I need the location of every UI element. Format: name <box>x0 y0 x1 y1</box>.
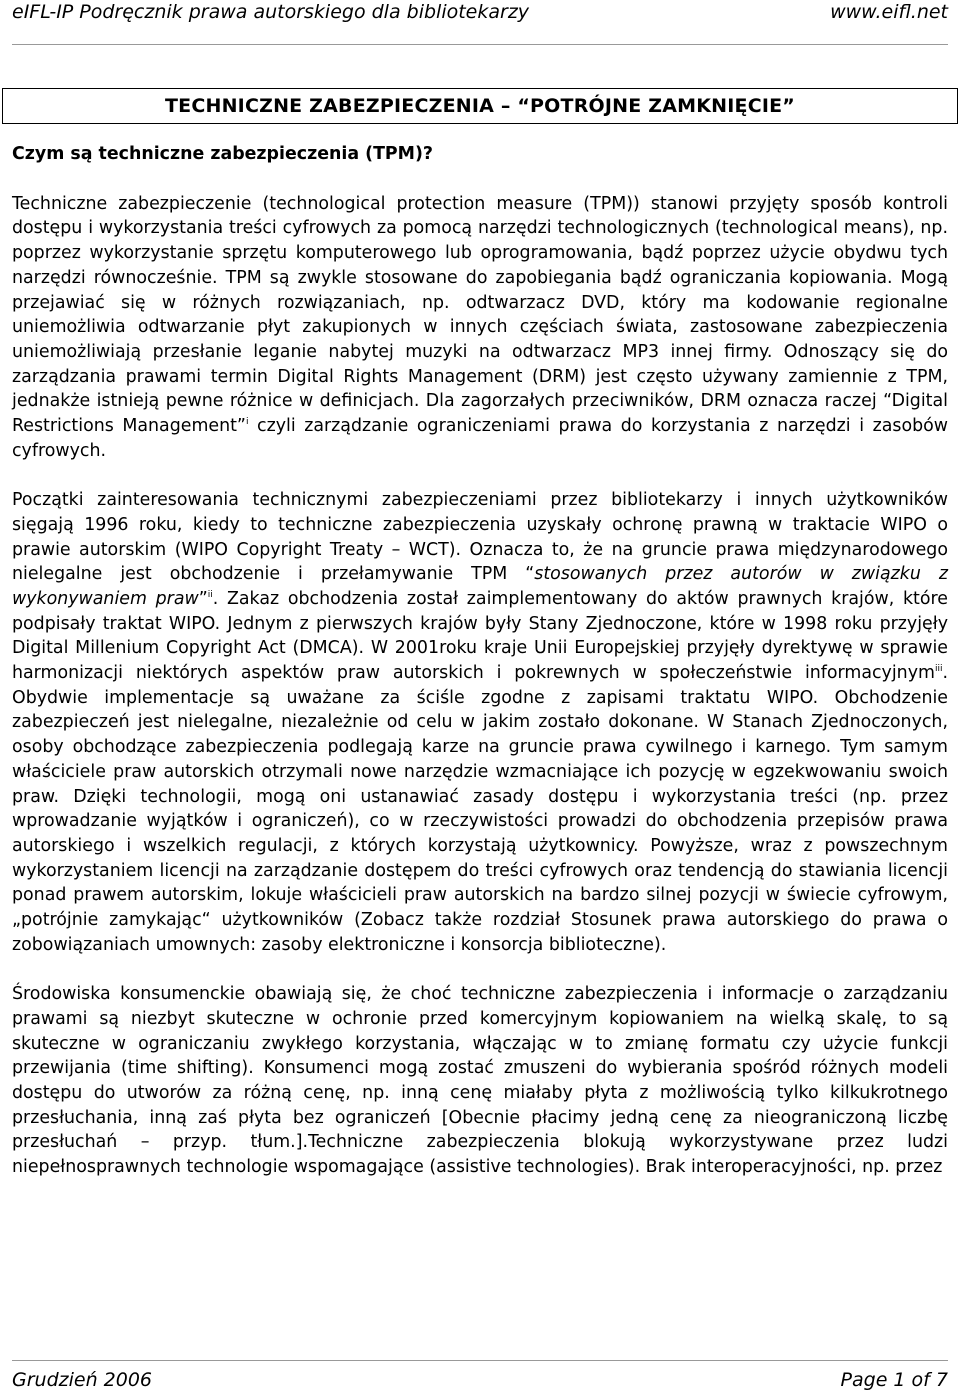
paragraph-2 <box>12 488 948 957</box>
section-heading: Czym są techniczne zabezpieczenia (TPM)? <box>12 144 434 164</box>
chapter-title: TECHNICZNE ZABEZPIECZENIA – “POTRÓJNE ZAMKNIĘCIE” <box>165 95 795 117</box>
paragraph-2-italic-quote: stosowanych przez autorów w związku z wykonywaniem praw <box>12 564 948 609</box>
paragraph-3: Środowiska konsumenckie obawiają się, że choć techniczne zabezpieczenia i informacje o zarządzaniu prawami są niezbyt skuteczne w ochronie przed komercyjnym kopiowaniem na wielką skalę, to są skuteczne w ograniczaniu zwykłego korzystania, włączając w to zmianę formatu czy użycie funkcji przewijania (time shifting). Konsumenci mogą zostać zmuszeni do wybierania spośród różnych modeli dostępu do utworów za różną cenę, np. inną cenę miałaby płyta z możliwością tylko kilkukrotnego przesłuchania, inną zaś płyta bez ograniczeń [Obecnie płacimy jedną cenę za nieograniczoną liczbę przesłuchań – przyp. tłum.].Techniczne zabezpieczenia blokują wykorzystywane przez ludzi niepełnosprawnych technologie wspomagające (assistive technologies). Brak interoperacyjności, np. przez <box>12 984 948 1178</box>
footer-page-number: Page 1 of 7 <box>840 1369 948 1391</box>
endnote-ref-i: i <box>245 417 249 428</box>
footer-date: Grudzień 2006 <box>12 1369 153 1391</box>
endnote-ref-ii: ii <box>207 590 213 601</box>
running-header <box>12 0 948 24</box>
paragraph-2-text-d: . Obydwie implementacje są uważane za ściśle zgodne z zapisami traktatu WIPO. Obchodzenie zabezpieczeń jest nielegalne, niezależnie od celu w jakim zostało dokonane. W Stanach Zjednoczonych, osoby obchodzące zabezpieczenia podlegają karze na gruncie prawa cywilnego i karnego. Tym samym właściciele praw autorskich otrzymali nowe narzędzie wzmacniające ich pozycję w egzekwowaniu swoich praw. Dzięki technologii, mogą oni ustanawiać zasady dostępu i wykorzystania treści (np. przez wprowadzanie wyjątków i ograniczeń), co w rzeczywistości prowadzi do obchodzenia przepisów prawa autorskiego i wszelkich regulacji, z których korzystają użytkownicy. Powyższe, wraz z powszechnym wykorzystaniem licencji na zarządzanie dostępem do treści cyfrowych oraz tendencją do stawiania licencji ponad prawem autorskim, lokuje właścicieli praw autorskich na bardzo silnej pozycji w świecie cyfrowym, „potrójnie zamykając“ użytkowników (Zobacz także rozdział Stosunek prawa autorskiego do prawa o zobowiązaniach umownych: zasoby elektroniczne i konsorcja biblioteczne). <box>12 663 948 955</box>
paragraph-1-text-a: Techniczne zabezpieczenie (technological protection measure (TPM)) stanowi przyjęty sposób kontroli dostępu i wykorzystania treści cyfrowych za pomocą narzędzi technologicznych (technological means), np. poprzez wykorzystanie sprzętu komputerowego lub oprogramowania, bądź poprzez użycie obydwu tych narzędzi równocześnie. TPM są zwykle stosowane do zapobiegania bądź ograniczania kopiowania. Mogą przejawiać się w różnych rozwiązaniach, np. odtwarzacz DVD, który ma kodowanie regionalne uniemożliwia odtwarzanie płyt zakupionych w innych częściach świata, zastosowane zabezpieczenia uniemożliwiają przesłanie leganie nabytej muzyki na odtwarzacz MP3 innej firmy. Odnoszący się do zarządzania prawami termin Digital Rights Management (DRM) jest często używany zamiennie z TPM, jednakże istnieją pewne różnice w definicjach. Dla zagorzałych przeciwników, DRM oznacza raczej “Digital Restrictions Management” <box>12 193 948 437</box>
footer-divider <box>12 1360 948 1361</box>
paragraph-2-text-a: Początki zainteresowania technicznymi zabezpieczeniami przez bibliotekarzy i innych użytkowników sięgają 1996 roku, kiedy to techniczne zabezpieczenia uzyskały ochronę prawną w traktacie WIPO o prawie autorskim (WIPO Copyright Treaty – WCT). Oznacza to, że na gruncie prawa międzynarodowego nielegalne jest obchodzenie i przełamywanie TPM “ <box>12 490 948 585</box>
header-document-title: eIFL-IP Podręcznik prawa autorskiego dla bibliotekarzy <box>12 1 530 23</box>
header-website: www.eifl.net <box>830 1 948 23</box>
paragraph-2-text-b: ” <box>198 588 208 609</box>
chapter-title-box <box>2 88 958 124</box>
running-footer <box>12 1368 948 1392</box>
header-divider <box>12 44 948 45</box>
paragraph-1-text-b: czyli zarządzanie ograniczeniami prawa do korzystania z narzędzi i zasobów cyfrowych. <box>12 416 948 461</box>
paragraph-2-text-c: . Zakaz obchodzenia został zaimplementowany do aktów prawnych krajów, które podpisały traktat WIPO. Jednym z pierwszych krajów były Stany Zjednoczone, które w 1998 roku przyjęły Digital Millenium Copyright Act (DMCA). W 2001roku kraje Unii Europejskiej przyjęły dyrektywę w sprawie harmonizacji niektórych aspektów praw autorskich i pokrewnych w społeczeństwie informacyjnym <box>12 588 948 684</box>
paragraph-1 <box>12 192 948 464</box>
endnote-ref-iii: iii <box>934 664 943 675</box>
document-body <box>12 142 948 1204</box>
